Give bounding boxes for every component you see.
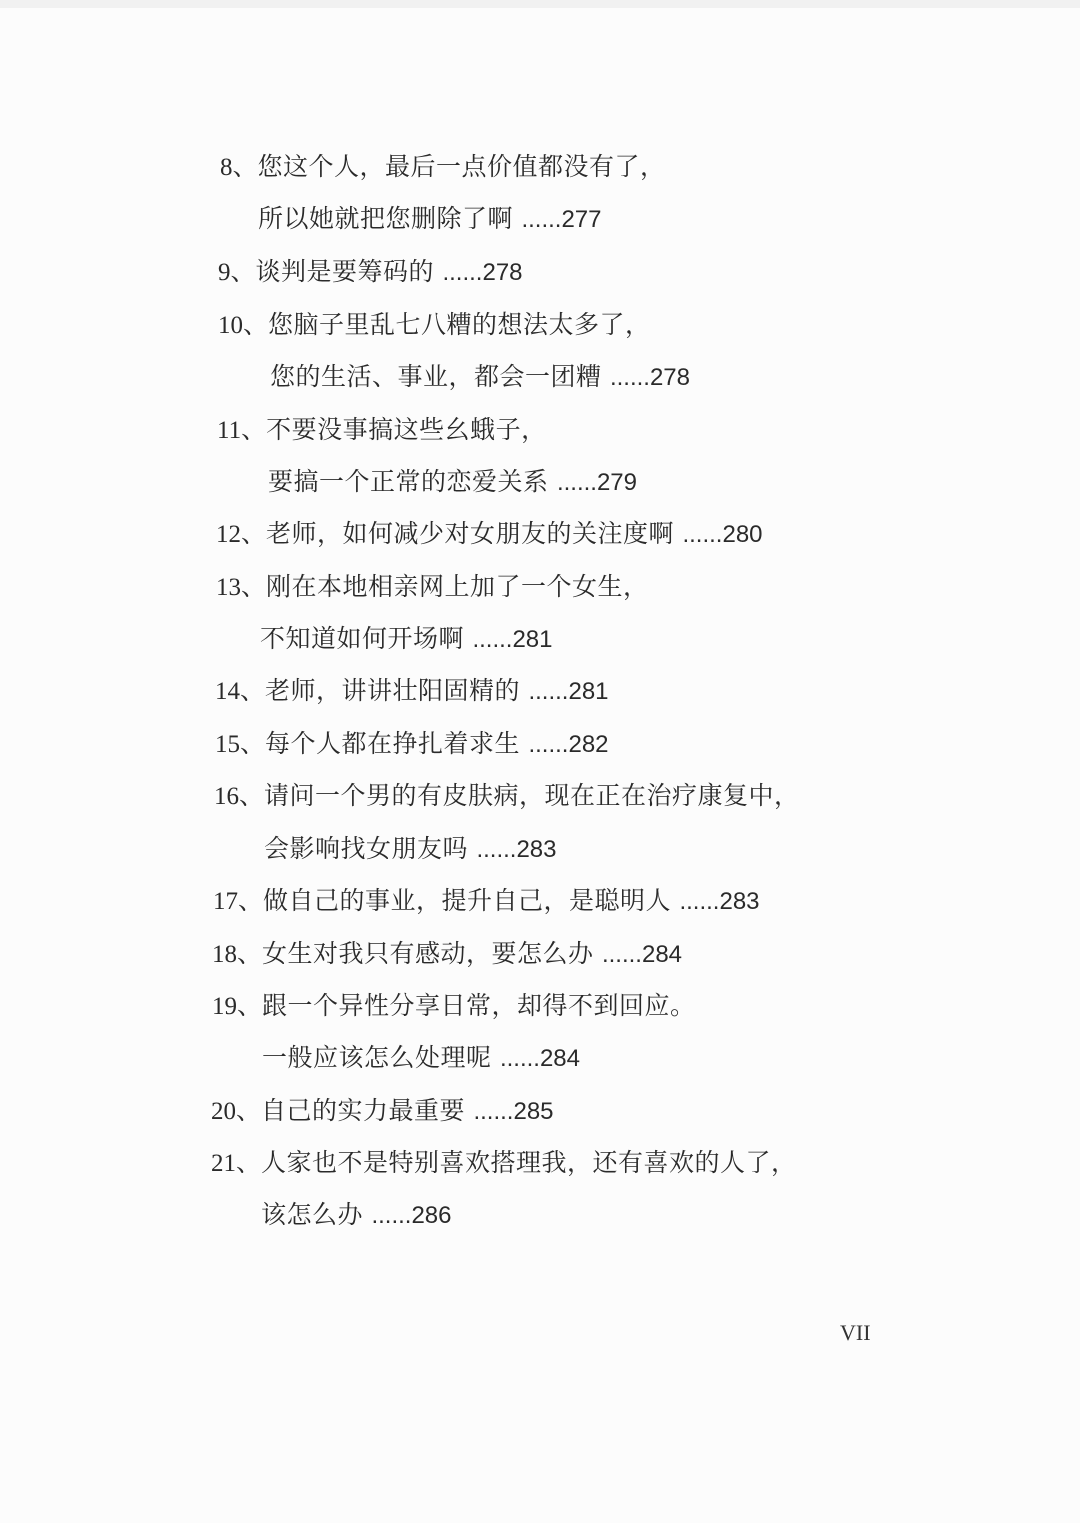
entry-number: 12、 xyxy=(216,521,267,548)
toc-entry-9 xyxy=(218,257,523,288)
entry-page-number: ......280 xyxy=(682,521,763,548)
entry-title: 请问一个男的有皮肤病，现在正在治疗康复中， xyxy=(264,781,800,810)
entry-page-number: ......277 xyxy=(521,206,602,233)
entry-title: 不要没事搞这些幺蛾子， xyxy=(266,415,547,444)
entry-title: 自己的实力最重要 xyxy=(261,1096,474,1125)
entry-page-number: ......281 xyxy=(472,626,553,653)
entry-title-continued: 该怎么办 xyxy=(261,1200,372,1229)
entry-number: 8、 xyxy=(220,154,258,181)
entry-page-number: ......285 xyxy=(473,1098,554,1125)
entry-title-continued: 不知道如何开场啊 xyxy=(260,624,473,653)
page-folio-number: VII xyxy=(840,1320,871,1345)
entry-title: 刚在本地相亲网上加了一个女生， xyxy=(266,572,649,601)
entry-title: 女生对我只有感动，要怎么办 xyxy=(262,939,602,968)
toc-entry-16-cont xyxy=(264,834,557,865)
entry-number: 17、 xyxy=(213,888,264,915)
toc-entry-18 xyxy=(212,939,682,970)
entry-page-number: ......284 xyxy=(601,941,683,968)
toc-entry-8 xyxy=(220,152,666,183)
entry-page-number: ......278 xyxy=(609,364,691,391)
toc-entry-17 xyxy=(213,886,760,917)
toc-entry-14 xyxy=(215,676,609,707)
entry-number: 19、 xyxy=(212,993,263,1020)
entry-number: 14、 xyxy=(215,678,266,705)
toc-entry-19-cont xyxy=(262,1043,580,1074)
entry-number: 20、 xyxy=(211,1098,262,1125)
toc-entry-10 xyxy=(218,310,651,341)
toc-entry-21 xyxy=(211,1148,797,1179)
entry-title: 老师，讲讲壮阳固精的 xyxy=(265,676,529,705)
toc-entry-15 xyxy=(215,729,609,760)
toc-entry-8-cont xyxy=(258,204,602,235)
toc-entry-10-cont xyxy=(270,362,690,393)
entry-page-number: ......279 xyxy=(556,469,638,496)
toc-entry-19 xyxy=(212,991,696,1022)
entry-title: 您脑子里乱七八糟的想法太多了， xyxy=(268,310,651,339)
entry-title: 谈判是要筹码的 xyxy=(255,257,443,286)
entry-page-number: ......283 xyxy=(476,836,557,863)
toc-entry-11-cont xyxy=(268,467,637,498)
entry-number: 11、 xyxy=(217,417,267,444)
entry-number: 9、 xyxy=(218,259,256,286)
entry-number: 15、 xyxy=(215,731,266,758)
entry-title-continued: 要搞一个正常的恋爱关系 xyxy=(268,467,557,496)
entry-page-number: ......278 xyxy=(442,259,523,286)
entry-title: 您这个人，最后一点价值都没有了， xyxy=(257,152,666,181)
entry-title: 做自己的事业，提升自己，是聪明人 xyxy=(263,886,680,915)
entry-title-continued: 会影响找女朋友吗 xyxy=(264,834,477,863)
toc-entry-20 xyxy=(211,1096,554,1127)
toc-entry-21-cont xyxy=(261,1200,452,1231)
entry-title: 跟一个异性分享日常，却得不到回应。 xyxy=(262,991,696,1020)
entry-number: 13、 xyxy=(216,574,267,601)
entry-title: 老师，如何减少对女朋友的关注度啊 xyxy=(266,519,683,548)
toc-entry-13-cont xyxy=(260,624,553,655)
entry-title: 人家也不是特别喜欢搭理我，还有喜欢的人了， xyxy=(261,1148,797,1177)
entry-title-continued: 一般应该怎么处理呢 xyxy=(262,1043,500,1072)
entry-page-number: ......282 xyxy=(528,731,609,758)
toc-entry-16 xyxy=(214,781,800,812)
entry-number: 10、 xyxy=(218,312,269,339)
entry-title: 每个人都在挣扎着求生 xyxy=(265,729,529,758)
entry-page-number: ......286 xyxy=(371,1202,452,1229)
toc-entry-13 xyxy=(216,572,649,603)
entry-page-number: ......283 xyxy=(679,888,760,915)
entry-title-continued: 所以她就把您删除了啊 xyxy=(258,204,522,233)
toc-entry-12 xyxy=(216,519,763,550)
entry-page-number: ......281 xyxy=(528,678,609,705)
entry-number: 21、 xyxy=(211,1150,262,1177)
entry-number: 16、 xyxy=(214,783,265,810)
entry-page-number: ......284 xyxy=(499,1045,581,1072)
toc-entry-11 xyxy=(217,415,547,446)
entry-title-continued: 您的生活、事业，都会一团糟 xyxy=(270,362,610,391)
entry-number: 18、 xyxy=(212,941,263,968)
